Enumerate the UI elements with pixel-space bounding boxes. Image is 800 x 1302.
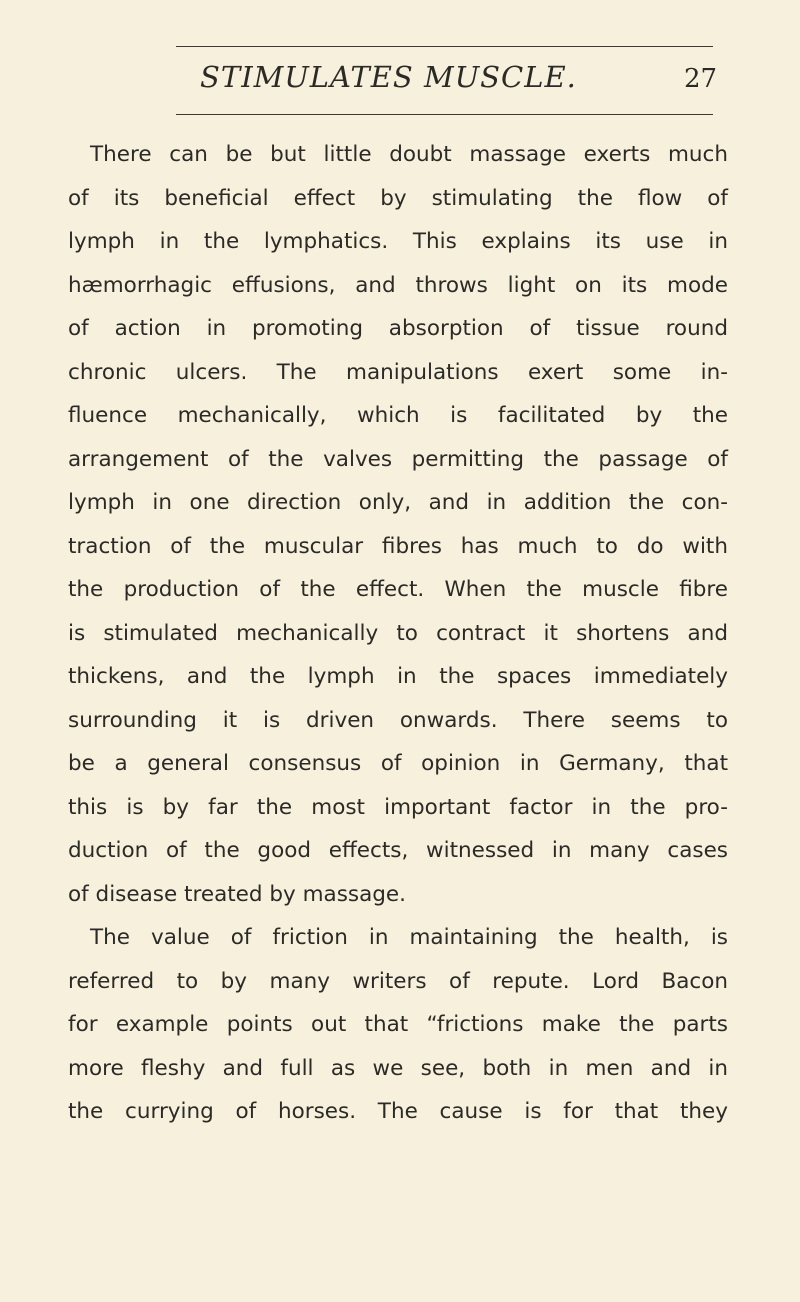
text-line: the production of the effect. When the muscle fibre — [68, 577, 728, 602]
text-line: surrounding it is driven onwards. There seems to — [68, 707, 728, 733]
page-number: 27 — [684, 64, 718, 94]
text-line: this is by far the most important factor in the pro- — [68, 794, 728, 820]
text-line: hæmorrhagic effusions, and throws light on its mode — [68, 272, 728, 298]
text-line: duction of the good effects, witnessed in many cases — [68, 838, 728, 863]
text-line: referred to by many writers of repute. Lord Bacon — [68, 968, 728, 994]
body-text — [68, 133, 728, 1134]
text-line: The value of friction in maintaining the health, is — [90, 925, 728, 950]
running-title: STIMULATES MUSCLE. — [200, 60, 577, 94]
text-line: of action in promoting absorption of tissue round — [68, 316, 728, 341]
text-line: arrangement of the valves permitting the passage of — [68, 446, 728, 472]
text-line: traction of the muscular fibres has much to do with — [68, 533, 728, 559]
header-bottom-rule — [176, 114, 713, 115]
header-top-rule — [176, 46, 713, 47]
text-line: fluence mechanically, which is facilitated by the — [68, 403, 728, 428]
text-line: of disease treated by massage. — [68, 881, 406, 907]
text-line: for example points out that “frictions make the parts — [68, 1012, 728, 1037]
text-line: lymph in the lymphatics. This explains its use in — [68, 229, 728, 254]
text-line: of its beneficial effect by stimulating the flow of — [68, 185, 728, 211]
text-line: more fleshy and full as we see, both in men and in — [68, 1055, 728, 1081]
text-line: is stimulated mechanically to contract it shortens and — [68, 620, 728, 646]
text-line: thickens, and the lymph in the spaces immediately — [68, 664, 728, 689]
text-line: chronic ulcers. The manipulations exert some in- — [68, 359, 728, 385]
text-line: There can be but little doubt massage exerts much — [90, 142, 728, 167]
text-line: the currying of horses. The cause is for that they — [68, 1099, 728, 1124]
text-line: be a general consensus of opinion in Germany, that — [68, 751, 728, 776]
text-line: lymph in one direction only, and in addition the con- — [68, 490, 728, 515]
